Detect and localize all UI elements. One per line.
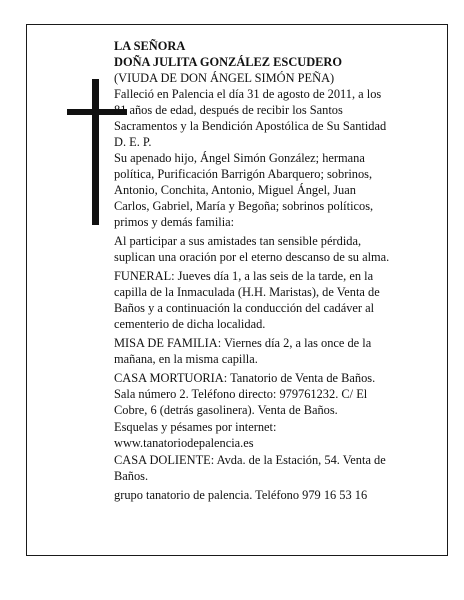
text-line: mañana, en la misma capilla. <box>114 352 258 366</box>
family-mass-info <box>114 335 426 367</box>
text-line: Sala número 2. Teléfono directo: 979761232. C/ El <box>114 387 368 401</box>
widow-note: (VIUDA DE DON ÁNGEL SIMÓN PEÑA) <box>114 71 335 85</box>
funeral-home-contact <box>114 487 426 503</box>
death-notice <box>114 86 426 150</box>
text-line: Cobre, 6 (detrás gasolinera). Venta de Baños. <box>114 403 338 417</box>
text-line: grupo tanatorio de palencia. Teléfono 979 16 53 16 <box>114 488 368 502</box>
heading-title: LA SEÑORA <box>114 39 186 53</box>
text-line: 81 años de edad, después de recibir los Santos <box>114 103 343 117</box>
text-line: Falleció en Palencia el día 31 de agosto de 2011, a los <box>114 87 382 101</box>
text-line: suplican una oración por el eterno descanso de su alma. <box>114 250 390 264</box>
deceased-name: DOÑA JULITA GONZÁLEZ ESCUDERO <box>114 55 343 69</box>
text-line: Sacramentos y la Bendición Apostólica de Su Santidad <box>114 119 387 133</box>
text-line: Baños. <box>114 469 149 483</box>
text-line: CASA MORTUORIA: Tanatorio de Venta de Baños. <box>114 371 376 385</box>
text-line: FUNERAL: Jueves día 1, a las seis de la tarde, en la <box>114 269 374 283</box>
text-line: Su apenado hijo, Ángel Simón González; hermana <box>114 151 365 165</box>
text-line: Carlos, Gabriel, María y Begoña; sobrinos políticos, <box>114 199 374 213</box>
obituary-text <box>114 38 426 503</box>
cross-vertical-bar <box>92 79 99 225</box>
text-line: cementerio de dicha localidad. <box>114 317 266 331</box>
online-condolences <box>114 419 426 451</box>
text-line: Baños y a continuación la conducción del cadáver al <box>114 301 375 315</box>
text-line: Esquelas y pésames por internet: <box>114 420 277 434</box>
text-line: primos y demás familia: <box>114 215 235 229</box>
text-line: CASA DOLIENTE: Avda. de la Estación, 54. Venta de <box>114 453 386 467</box>
text-line: política, Purificación Barrigón Abarquero; sobrinos, <box>114 167 373 181</box>
family-list <box>114 150 426 230</box>
grieving-home-info <box>114 452 426 484</box>
text-line: capilla de la Inmaculada (H.H. Maristas), de Venta de <box>114 285 380 299</box>
text-line: MISA DE FAMILIA: Viernes día 2, a las once de la <box>114 336 372 350</box>
mortuary-info <box>114 370 426 418</box>
text-line: D. E. P. <box>114 135 152 149</box>
prayer-request <box>114 233 426 265</box>
funeral-info <box>114 268 426 332</box>
text-line: Antonio, Conchita, Antonio, Miguel Ángel, Juan <box>114 183 356 197</box>
text-line: Al participar a sus amistades tan sensible pérdida, <box>114 234 362 248</box>
website-link[interactable]: www.tanatoriodepalencia.es <box>114 436 254 450</box>
